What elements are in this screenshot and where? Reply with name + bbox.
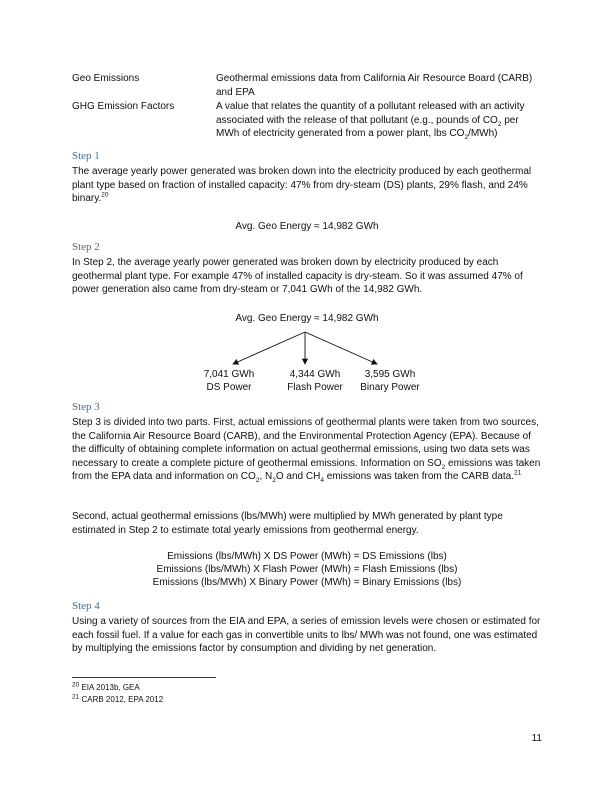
footnote-ref: 21 (514, 469, 522, 477)
definition-text: A value that relates the quantity of a pollutant released with an activity associated with the release of that pollutant (e.g., pounds of $CO_2$ per MWh of electricity generated from a power plant, lbs $CO_2/MWh$) (216, 101, 525, 141)
step2-heading: Step 2 (72, 241, 100, 253)
footnote: $^{20}$ EIA 2013b, GEA (72, 681, 140, 692)
node-ds (194, 368, 264, 394)
page-number: 11 (531, 733, 542, 744)
node-value: 3,595 GWh (364, 369, 416, 380)
node-label: Flash Power (287, 382, 343, 393)
step4-heading: Step 4 (72, 600, 100, 612)
node-label: Binary Power (360, 382, 420, 393)
definitions-table (72, 72, 542, 142)
node-label: DS Power (206, 382, 252, 393)
diagram-arrows (200, 330, 430, 370)
step3-equation: Emissions (lbs/MWh) X Flash Power (MWh) = Flash Emissions (lbs) (156, 564, 458, 575)
step1-equation: Avg. Geo Energy ≈ 14,982 GWh (235, 221, 379, 232)
step2-text: In Step 2, the average yearly power generated was broken down by electricity produced by each geothermal plant type. For example 47% of installed capacity is dry-steam. So it was assumed 47% of power generation also came from dry-steam or 7,041 GWh of the 14,982 GWh. (72, 257, 523, 295)
node-binary (355, 368, 425, 394)
definition-term: Geo Emissions (72, 73, 140, 84)
diagram-root: Avg. Geo Energy ≈ 14,982 GWh (235, 313, 379, 324)
definition-term: GHG Emission Factors (72, 101, 175, 112)
step3-text: Step 3 is divided into two parts. First, actual emissions of geothermal plants were taken from two sources, the California Air Resource Board (CARB), and the Environmental Protection Agency (EPA). Because of the difficulty of obtaining complete information on actual geothermal emissions, using two data sets was necessary to create a complete picture of geothermal emissions. Information on $SO_2$ emissions was taken from the EPA data and information on $CO_2$, $N_2O$ and $CH_4$ emissions was taken from the CARB data.$^{21}$ (72, 417, 541, 484)
node-flash (280, 368, 350, 394)
step4-text: Using a variety of sources from the EIA and EPA, a series of emission levels were chosen or estimated for each fossil fuel. If a value for each gas in convertible units to lbs/ MWh was not found, one was estimated by multiplying the emissions factor by consumption and dividing by net generation. (72, 616, 541, 654)
step1-text: The average yearly power generated was broken down into the electricity produced by each geothermal plant type based on fraction of installed capacity: 47% from dry-steam (DS) plants, 29% flash, and 24% binary.$^{20}$ (72, 166, 532, 204)
arrow-binary (305, 332, 377, 364)
step3-equation: Emissions (lbs/MWh) X DS Power (MWh) = DS Emissions (lbs) (167, 551, 447, 562)
step3-equation: Emissions (lbs/MWh) X Binary Power (MWh) = Binary Emissions (lbs) (152, 577, 462, 588)
footnote-divider (72, 677, 216, 678)
node-value: 4,344 GWh (289, 369, 341, 380)
definition-row (72, 100, 542, 141)
energy-breakdown-diagram (200, 330, 430, 400)
definition-text: Geothermal emissions data from California Air Resource Board (CARB) and EPA (216, 73, 533, 98)
footnote: $^{21}$ CARB 2012, EPA 2012 (72, 693, 164, 704)
step3-heading: Step 3 (72, 401, 100, 413)
arrow-ds (233, 332, 305, 364)
definition-row (72, 72, 542, 99)
node-value: 7,041 GWh (203, 369, 255, 380)
footnote-ref: 20 (101, 191, 109, 199)
step1-heading: Step 1 (72, 150, 100, 162)
step3-text2: Second, actual geothermal emissions (lbs/MWh) were multiplied by MWh generated by plant type estimated in Step 2 to estimate total yearly emissions from geothermal energy. (72, 511, 503, 536)
